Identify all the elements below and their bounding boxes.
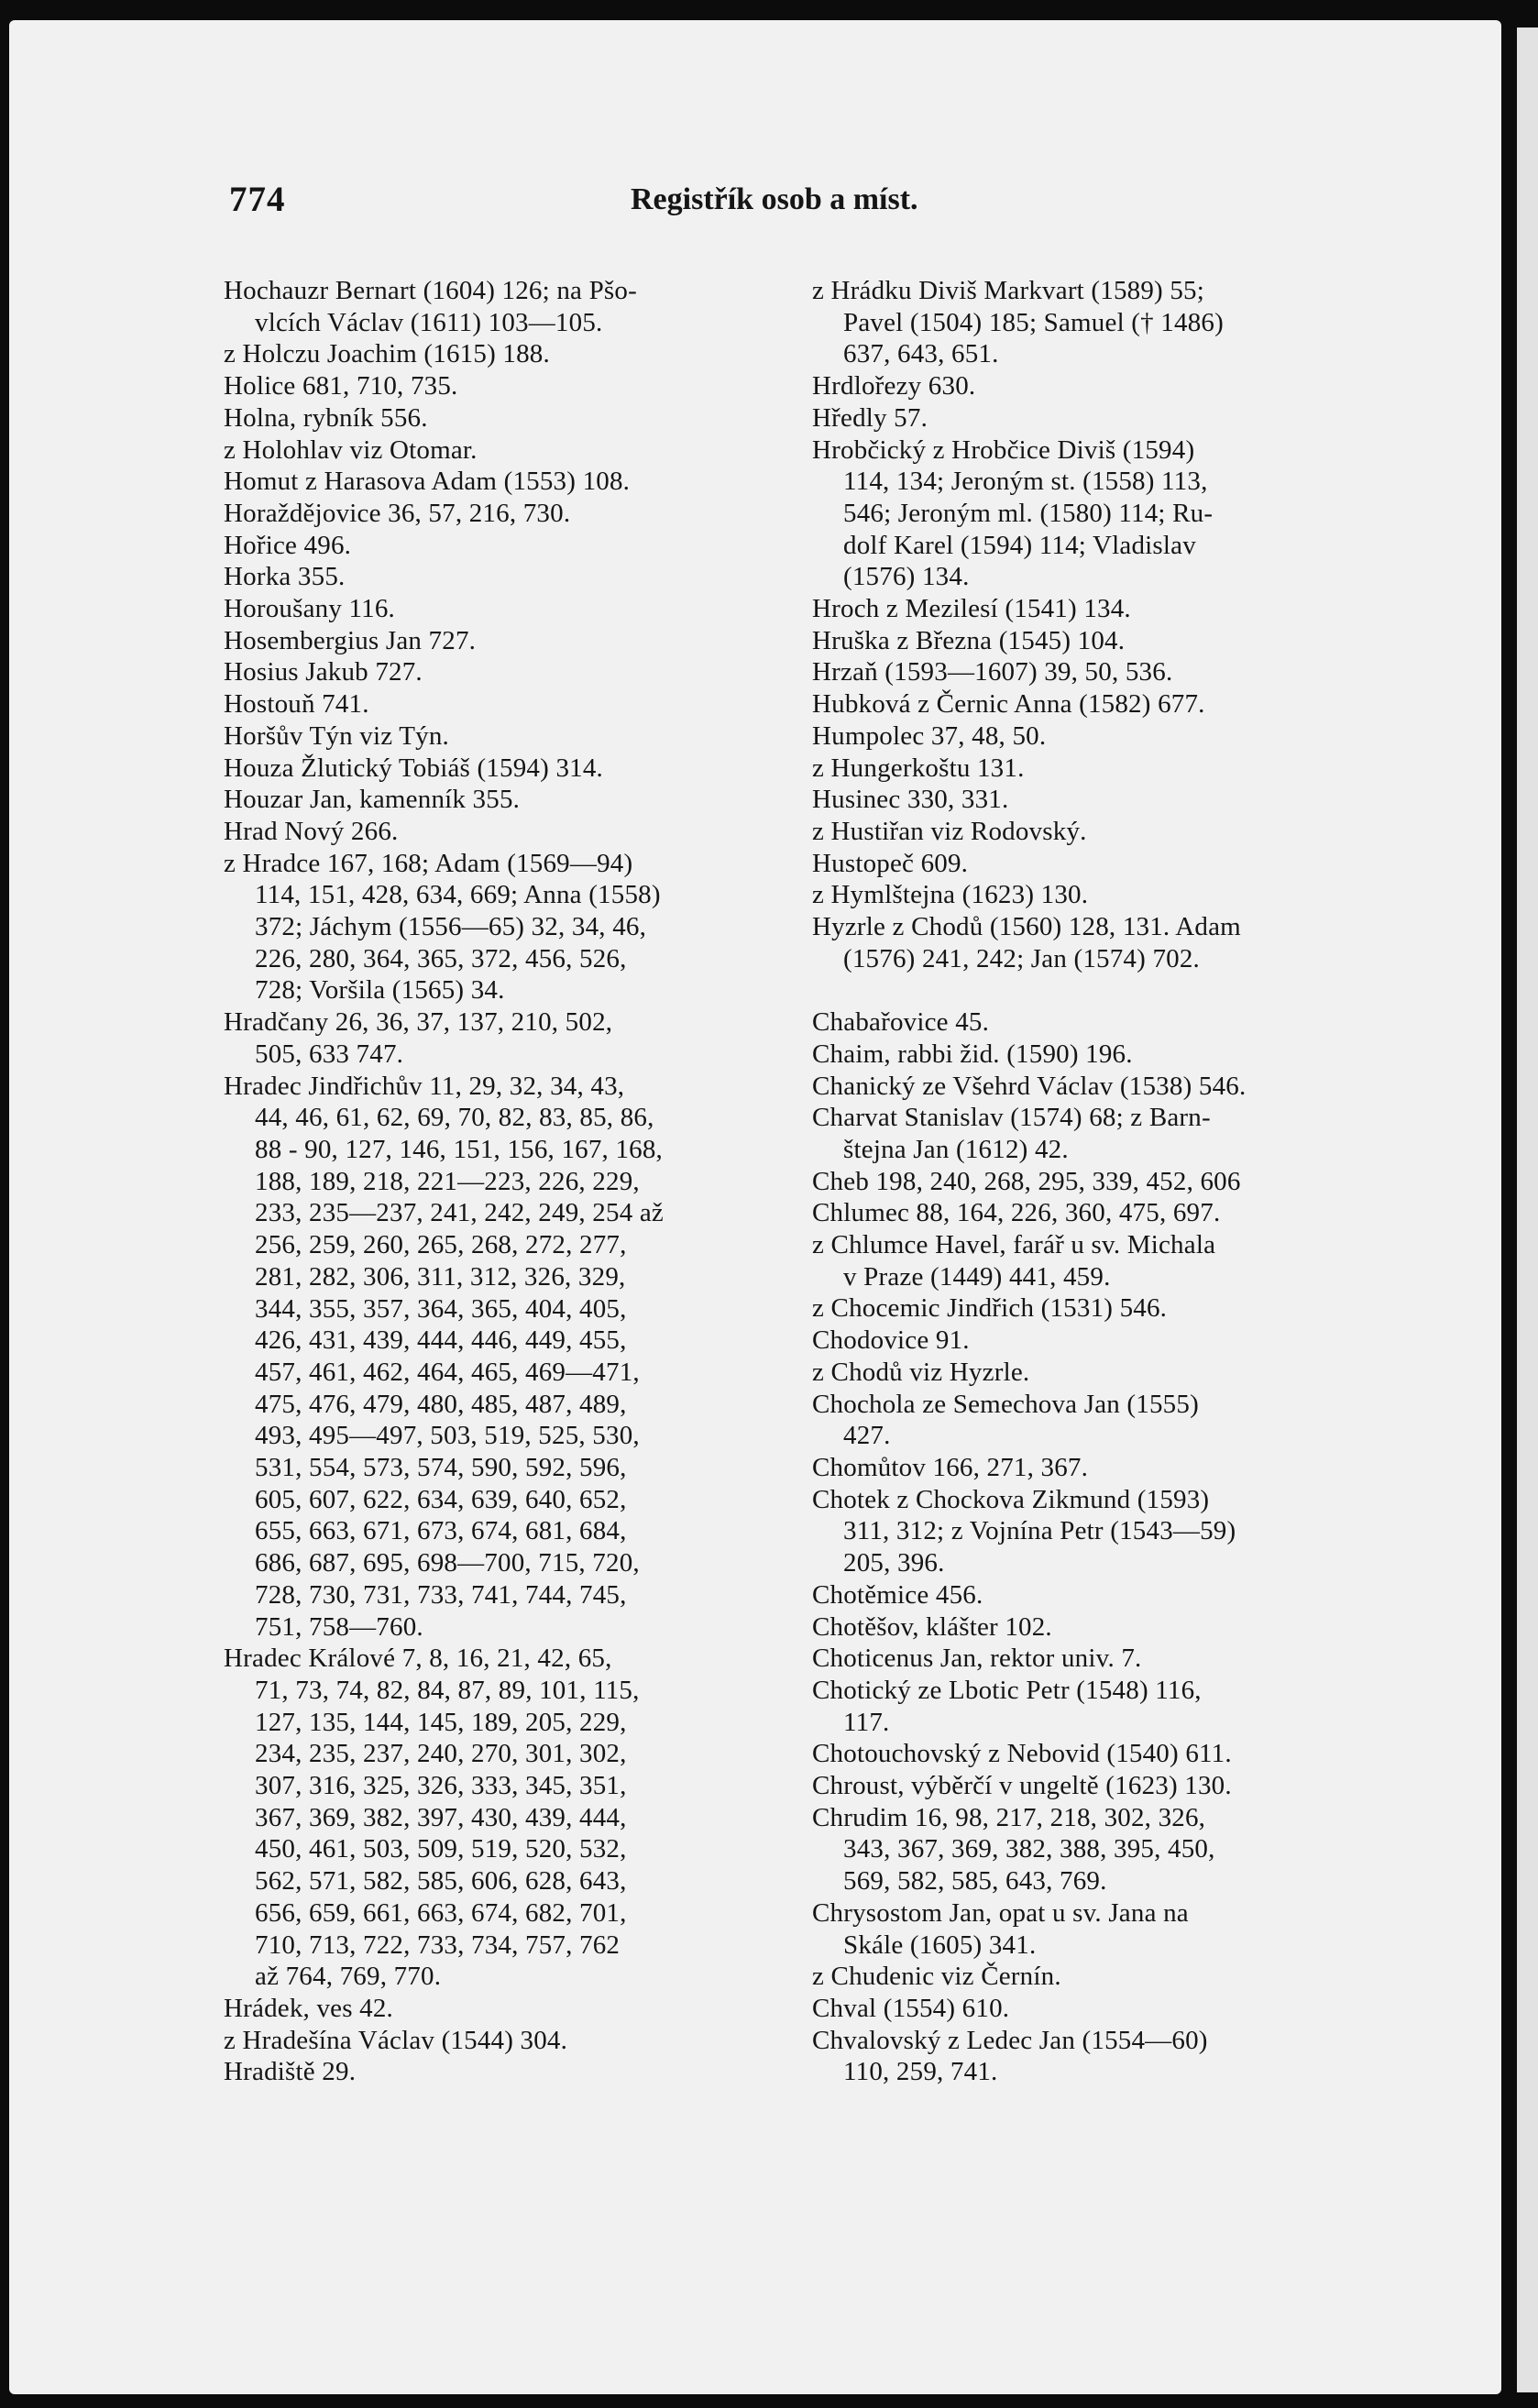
entry-continuation-line: 562, 571, 582, 585, 606, 628, 643, — [255, 1866, 627, 1897]
index-entry — [224, 848, 772, 1007]
index-entry — [224, 434, 772, 467]
entry-line: Chrudim 16, 98, 217, 218, 302, 326, — [812, 1802, 1206, 1832]
entry-continuation-line: 728, 730, 731, 733, 741, 744, 745, — [255, 1579, 627, 1610]
entry-line: Chotěšov, klášter 102. — [812, 1611, 1052, 1642]
index-entry — [224, 625, 772, 657]
entry-continuation-line: 188, 189, 218, 221—223, 226, 229, — [255, 1166, 640, 1196]
index-entry — [812, 720, 1371, 753]
index-entry — [812, 275, 1371, 370]
entry-continuation-line: 751, 758—760. — [255, 1611, 423, 1642]
index-entry — [224, 2056, 772, 2088]
index-entry — [812, 1484, 1371, 1579]
entry-line: z Hymlštejna (1623) 130. — [812, 880, 1089, 910]
entry-line: Humpolec 37, 48, 50. — [812, 720, 1047, 751]
entry-continuation-line: 569, 582, 585, 643, 769. — [843, 1866, 1107, 1897]
entry-continuation-line: 686, 687, 695, 698—700, 715, 720, — [255, 1548, 640, 1578]
entry-continuation-line: 311, 312; z Vojnína Petr (1543—59) — [843, 1516, 1236, 1546]
index-entry — [812, 1325, 1371, 1357]
entry-line: Hrobčický z Hrobčice Diviš (1594) — [812, 434, 1195, 465]
entry-line: z Hrádku Diviš Markvart (1589) 55; — [812, 276, 1205, 305]
entry-line: Hosembergius Jan 727. — [224, 625, 477, 655]
index-entry — [812, 1611, 1371, 1644]
index-entry — [812, 1643, 1371, 1675]
index-entry — [224, 720, 772, 753]
entry-line: Chotěmice 456. — [812, 1579, 983, 1610]
entry-line: Hředly 57. — [812, 402, 928, 433]
index-entry — [812, 879, 1371, 911]
entry-continuation-line: 728; Voršila (1565) 34. — [255, 975, 505, 1006]
entry-line: Chochola ze Semechova Jan (1555) — [812, 1389, 1199, 1419]
entry-line: Hrádek, ves 42. — [224, 1993, 394, 2023]
entry-line: Hrzaň (1593—1607) 39, 50, 536. — [812, 657, 1173, 687]
index-entry — [812, 1039, 1371, 1071]
entry-continuation-line: 281, 282, 306, 311, 312, 326, 329, — [255, 1261, 626, 1292]
entry-line: Homut z Harasova Adam (1553) 108. — [224, 467, 631, 497]
entry-line: Hradec Králové 7, 8, 16, 21, 42, 65, — [224, 1644, 612, 1674]
entry-continuation-line: 343, 367, 369, 382, 388, 395, 450, — [843, 1834, 1215, 1864]
index-entry — [224, 370, 772, 402]
entry-line: Hostouň 741. — [224, 689, 369, 720]
entry-line: Horaždějovice 36, 57, 216, 730. — [224, 498, 571, 528]
entry-line: Chotický ze Lbotic Petr (1548) 116, — [812, 1675, 1202, 1705]
index-entry — [224, 656, 772, 688]
index-entry — [224, 561, 772, 593]
index-entry — [224, 498, 772, 530]
entry-line: Horoušany 116. — [224, 594, 395, 624]
running-title: Registřík osob a míst. — [631, 182, 918, 216]
entry-line: Chaim, rabbi žid. (1590) 196. — [812, 1039, 1133, 1069]
entry-continuation-line: 256, 259, 260, 265, 268, 272, 277, — [255, 1230, 627, 1260]
index-entry — [812, 1675, 1371, 1738]
entry-line: Hrdlořezy 630. — [812, 371, 976, 401]
page-edge-shadow — [1517, 27, 1538, 2392]
entry-continuation-line: v Praze (1449) 441, 459. — [843, 1261, 1111, 1292]
index-entry — [812, 1993, 1371, 2025]
index-entry — [812, 1389, 1371, 1452]
entry-line: Houza Žlutický Tobiáš (1594) 314. — [224, 753, 603, 783]
index-entry — [812, 656, 1371, 688]
index-entry — [812, 1197, 1371, 1229]
entry-line: z Hradešína Václav (1544) 304. — [224, 2025, 568, 2055]
index-entry — [812, 593, 1371, 625]
left-column — [224, 275, 772, 2088]
entry-continuation-line: 450, 461, 503, 509, 519, 520, 532, — [255, 1834, 627, 1864]
entry-line: Hradec Jindřichův 11, 29, 32, 34, 43, — [224, 1071, 625, 1101]
entry-line: Hubková z Černic Anna (1582) 677. — [812, 689, 1205, 720]
entry-line: Chroust, výběrčí v ungeltě (1623) 130. — [812, 1771, 1232, 1801]
index-entry — [812, 1102, 1371, 1165]
entry-continuation-line: (1576) 134. — [843, 562, 970, 592]
entry-continuation-line: 307, 316, 325, 326, 333, 345, 351, — [255, 1771, 627, 1801]
entry-line: z Chlumce Havel, farář u sv. Michala — [812, 1230, 1216, 1260]
entry-line: Horka 355. — [224, 562, 346, 592]
entry-continuation-line: 110, 259, 741. — [843, 2057, 998, 2087]
entry-continuation-line: 710, 713, 722, 733, 734, 757, 762 — [255, 1930, 621, 1960]
index-entry — [224, 688, 772, 720]
entry-continuation-line: 117. — [843, 1707, 890, 1737]
entry-continuation-line: až 764, 769, 770. — [255, 1962, 442, 1992]
index-entry — [224, 338, 772, 370]
entry-continuation-line: 546; Jeroným ml. (1580) 114; Ru- — [843, 498, 1214, 528]
index-entry — [224, 1643, 772, 1993]
entry-continuation-line: 205, 396. — [843, 1548, 945, 1578]
entry-continuation-line: 493, 495—497, 503, 519, 525, 530, — [255, 1421, 640, 1451]
index-entry — [812, 434, 1371, 594]
page-header — [218, 179, 961, 225]
entry-line: Hradčany 26, 36, 37, 137, 210, 502, — [224, 1007, 613, 1038]
page-number: 774 — [229, 180, 286, 219]
index-entry — [812, 688, 1371, 720]
entry-continuation-line: 226, 280, 364, 365, 372, 456, 526, — [255, 943, 627, 973]
entry-continuation-line: štejna Jan (1612) 42. — [843, 1134, 1069, 1164]
index-entry — [812, 2025, 1371, 2088]
entry-line: Chotouchovský z Nebovid (1540) 611. — [812, 1739, 1232, 1769]
index-entry — [812, 1897, 1371, 1961]
entry-line: z Hustiřan viz Rodovský. — [812, 816, 1087, 846]
index-entry — [224, 402, 772, 434]
entry-line: Chval (1554) 610. — [812, 1993, 1010, 2023]
entry-line: z Holczu Joachim (1615) 188. — [224, 339, 550, 369]
index-entry — [812, 1071, 1371, 1103]
entry-continuation-line: 344, 355, 357, 364, 365, 404, 405, — [255, 1293, 627, 1324]
entry-continuation-line: 426, 431, 439, 444, 446, 449, 455, — [255, 1325, 627, 1356]
entry-continuation-line: vlcích Václav (1611) 103—105. — [255, 307, 603, 337]
index-entry — [812, 1738, 1371, 1770]
entry-line: Choticenus Jan, rektor univ. 7. — [812, 1644, 1142, 1674]
entry-line: Holice 681, 710, 735. — [224, 371, 458, 401]
index-entry — [812, 816, 1371, 848]
entry-continuation-line: 114, 134; Jeroným st. (1558) 113, — [843, 467, 1208, 497]
entry-line: Chvalovský z Ledec Jan (1554—60) — [812, 2025, 1208, 2055]
entry-line: Chlumec 88, 164, 226, 360, 475, 697. — [812, 1198, 1221, 1228]
index-entry — [812, 1579, 1371, 1611]
entry-line: Hořice 496. — [224, 530, 352, 560]
index-entry — [812, 625, 1371, 657]
entry-line: Houzar Jan, kamenník 355. — [224, 785, 521, 815]
index-entry — [224, 2025, 772, 2057]
entry-line: Hustopeč 609. — [812, 848, 969, 878]
entry-line: Hradiště 29. — [224, 2057, 357, 2087]
index-entry — [224, 753, 772, 785]
entry-line: Chomůtov 166, 271, 367. — [812, 1453, 1089, 1482]
right-column — [812, 275, 1371, 2088]
entry-line: Hosius Jakub 727. — [224, 657, 423, 687]
index-entry — [812, 1166, 1371, 1198]
entry-line: z Hungerkoštu 131. — [812, 753, 1025, 783]
entry-continuation-line: 457, 461, 462, 464, 465, 469—471, — [255, 1357, 640, 1387]
entry-continuation-line: 234, 235, 237, 240, 270, 301, 302, — [255, 1739, 627, 1769]
entry-line: z Chudenic viz Černín. — [812, 1962, 1061, 1992]
entry-continuation-line: 505, 633 747. — [255, 1039, 404, 1069]
entry-line: Chodovice 91. — [812, 1325, 970, 1356]
index-entry — [812, 1452, 1371, 1484]
index-entry — [812, 1802, 1371, 1897]
entry-continuation-line: 233, 235—237, 241, 242, 249, 254 až — [255, 1198, 664, 1228]
entry-continuation-line: 127, 135, 144, 145, 189, 205, 229, — [255, 1707, 627, 1737]
entry-continuation-line: (1576) 241, 242; Jan (1574) 702. — [843, 943, 1200, 973]
index-entry — [812, 402, 1371, 434]
entry-line: Hruška z Března (1545) 104. — [812, 625, 1126, 655]
index-entry — [812, 784, 1371, 816]
entry-continuation-line: 531, 554, 573, 574, 590, 592, 596, — [255, 1453, 627, 1483]
entry-line: Hyzrle z Chodů (1560) 128, 131. Adam — [812, 912, 1241, 942]
index-entry — [812, 1006, 1371, 1039]
index-entry — [812, 1292, 1371, 1325]
index-entry — [224, 530, 772, 562]
entry-continuation-line: Pavel (1504) 185; Samuel († 1486) — [843, 307, 1224, 337]
index-entry — [812, 1229, 1371, 1292]
index-entry — [224, 1993, 772, 2025]
entry-line: Hochauzr Bernart (1604) 126; na Pšo- — [224, 276, 637, 305]
entry-continuation-line: 637, 643, 651. — [843, 339, 999, 369]
entry-continuation-line: 367, 369, 382, 397, 430, 439, 444, — [255, 1802, 627, 1832]
index-entry — [812, 848, 1371, 880]
index-entry — [224, 1006, 772, 1070]
entry-line: z Chocemic Jindřich (1531) 546. — [812, 1293, 1168, 1324]
entry-line: Horšův Týn viz Týn. — [224, 720, 449, 751]
entry-line: Chanický ze Všehrd Václav (1538) 546. — [812, 1071, 1247, 1101]
entry-continuation-line: 71, 73, 74, 82, 84, 87, 89, 101, 115, — [255, 1675, 640, 1705]
entry-continuation-line: 88 - 90, 127, 146, 151, 156, 167, 168, — [255, 1134, 664, 1164]
entry-line: Cheb 198, 240, 268, 295, 339, 452, 606 — [812, 1166, 1241, 1196]
entry-continuation-line: 475, 476, 479, 480, 485, 487, 489, — [255, 1389, 627, 1419]
index-entry — [224, 275, 772, 338]
index-entry — [812, 911, 1371, 974]
entry-continuation-line: dolf Karel (1594) 114; Vladislav — [843, 530, 1196, 560]
entry-continuation-line: 655, 663, 671, 673, 674, 681, 684, — [255, 1516, 627, 1546]
index-entry — [812, 1357, 1371, 1389]
entry-line: Hroch z Mezilesí (1541) 134. — [812, 594, 1131, 624]
entry-line: Holna, rybník 556. — [224, 402, 428, 433]
entry-line: Charvat Stanislav (1574) 68; z Barn- — [812, 1103, 1211, 1133]
section-gap — [812, 974, 1371, 1006]
entry-line: z Hradce 167, 168; Adam (1569—94) — [224, 848, 633, 878]
entry-line: Chrysostom Jan, opat u sv. Jana na — [812, 1897, 1189, 1928]
index-entry — [812, 370, 1371, 402]
entry-continuation-line: 372; Jáchym (1556—65) 32, 34, 46, — [255, 912, 647, 942]
entry-continuation-line: 114, 151, 428, 634, 669; Anna (1558) — [255, 880, 661, 910]
index-entry — [224, 593, 772, 625]
index-entry — [224, 466, 772, 498]
entry-continuation-line: Skále (1605) 341. — [843, 1930, 1037, 1960]
index-entry — [224, 784, 772, 816]
entry-line: Husinec 330, 331. — [812, 785, 1009, 815]
entry-continuation-line: 656, 659, 661, 663, 674, 682, 701, — [255, 1897, 627, 1928]
index-entry — [812, 1770, 1371, 1802]
entry-line: Chabařovice 45. — [812, 1007, 990, 1038]
index-entry — [224, 1071, 772, 1644]
entry-line: Chotek z Chockova Zikmund (1593) — [812, 1484, 1210, 1514]
entry-continuation-line: 427. — [843, 1421, 891, 1451]
index-entry — [812, 1961, 1371, 1993]
entry-line: z Holohlav viz Otomar. — [224, 434, 478, 465]
index-entry — [812, 753, 1371, 785]
entry-continuation-line: 605, 607, 622, 634, 639, 640, 652, — [255, 1484, 627, 1514]
entry-continuation-line: 44, 46, 61, 62, 69, 70, 82, 83, 85, 86, — [255, 1103, 654, 1133]
index-entry — [224, 816, 772, 848]
entry-line: Hrad Nový 266. — [224, 816, 399, 846]
entry-line: z Chodů viz Hyzrle. — [812, 1357, 1030, 1387]
